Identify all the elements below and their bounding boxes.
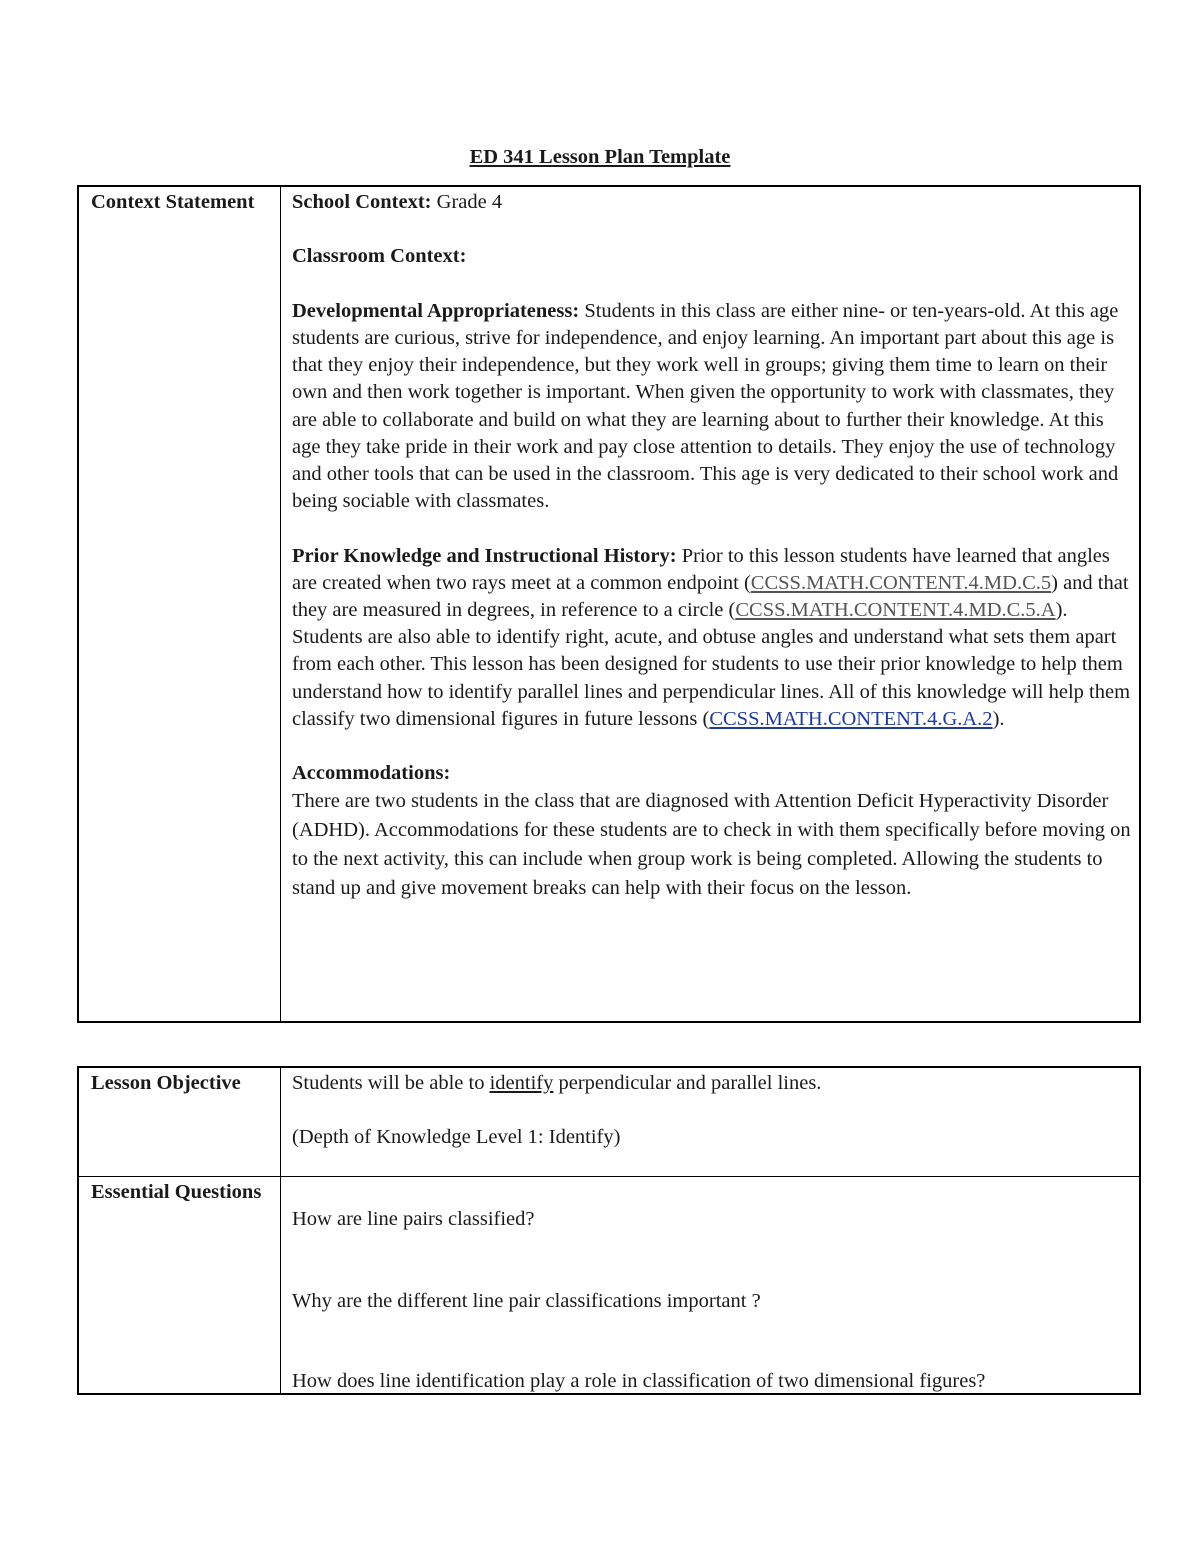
developmental-appropriateness-label: Developmental Appropriateness:: [292, 299, 580, 322]
column-divider: [280, 187, 281, 1021]
context-table: [77, 185, 1141, 1023]
classroom-context-label: Classroom Context:: [292, 245, 467, 268]
objective-text-underlined: identify: [489, 1072, 554, 1094]
essential-questions-label: Essential Questions: [91, 1181, 262, 1203]
classroom-context: [292, 243, 1137, 270]
lesson-objective-label: Lesson Objective: [91, 1072, 241, 1094]
context-statement-label: Context Statement: [91, 191, 255, 213]
prior-knowledge-text-2: ) and that they are measured in degrees, in reference to a circle (: [292, 571, 1129, 621]
school-context-value: Grade 4: [436, 191, 503, 213]
school-context-label: School Context:: [292, 191, 432, 213]
prior-knowledge-text-1: Prior to this lesson students have learned that angles are created when two rays meet at a common endpoint (: [292, 544, 1110, 594]
document-title: ED 341 Lesson Plan Template: [469, 146, 731, 168]
objective-text-after: perpendicular and parallel lines.: [553, 1072, 822, 1094]
objective-table: [77, 1066, 1141, 1395]
developmental-appropriateness: [292, 298, 1137, 516]
prior-knowledge: [292, 543, 1137, 733]
depth-of-knowledge: (Depth of Knowledge Level 1: Identify): [292, 1126, 621, 1149]
standard-link-md-c5[interactable]: CCSS.MATH.CONTENT.4.MD.C.5: [750, 571, 1052, 594]
prior-knowledge-label: Prior Knowledge and Instructional History:: [292, 544, 677, 567]
prior-knowledge-text-4: ).: [992, 707, 1005, 730]
context-statement-content: [292, 189, 1137, 903]
essential-question-2: Why are the different line pair classifications important ?: [292, 1290, 761, 1312]
standard-link-g-a2[interactable]: CCSS.MATH.CONTENT.4.G.A.2: [709, 707, 993, 730]
standard-link-md-c5a[interactable]: CCSS.MATH.CONTENT.4.MD.C.5.A: [735, 599, 1056, 621]
prior-knowledge-text-3: ). Students are also able to identify right, acute, and obtuse angles and understand what sets them apart from each other. This lesson has been designed for students to use their prior knowledge to help them understand how to identify parallel lines and perpendicular lines. All of this knowledge will help them classify two dimensional figures in future lessons (: [292, 599, 1131, 730]
accommodations-text: There are two students in the class that are diagnosed with Attention Deficit Hyperactivity Disorder (ADHD). Accommodations for these students are to check in with them specifically before moving on to the next activity, this can include when group work is being completed. Allowing the students to stand up and give movement breaks can help with their focus on the lesson.: [292, 790, 1131, 899]
lesson-objective-content: [292, 1070, 1137, 1152]
column-divider: [280, 1068, 281, 1393]
accommodations-heading: [292, 760, 1137, 787]
lesson-objective-text: [292, 1070, 1137, 1097]
developmental-appropriateness-text: Students in this class are either nine- or ten-years-old. At this age students are curious, strive for independence, and enjoy learning. An important part about this age is that they enjoy their independence, but they work well in groups; giving them time to learn on their own and then work together is important. When given the opportunity to work with classmates, they are able to collaborate and build on what they are learning about to further their knowledge. At this age they take pride in their work and pay close attention to details. They enjoy the use of technology and other tools that can be used in the classroom. This age is very dedicated to their school work and being sociable with classmates.: [292, 299, 1119, 513]
objective-text-before: Students will be able to: [292, 1072, 490, 1094]
essential-question-3: How does line identification play a role in classification of two dimensional figures?: [292, 1370, 986, 1392]
school-context: [292, 189, 1137, 216]
essential-question-1: How are line pairs classified?: [292, 1208, 535, 1230]
row-divider: [79, 1176, 1139, 1177]
accommodations-label: Accommodations:: [292, 762, 451, 785]
